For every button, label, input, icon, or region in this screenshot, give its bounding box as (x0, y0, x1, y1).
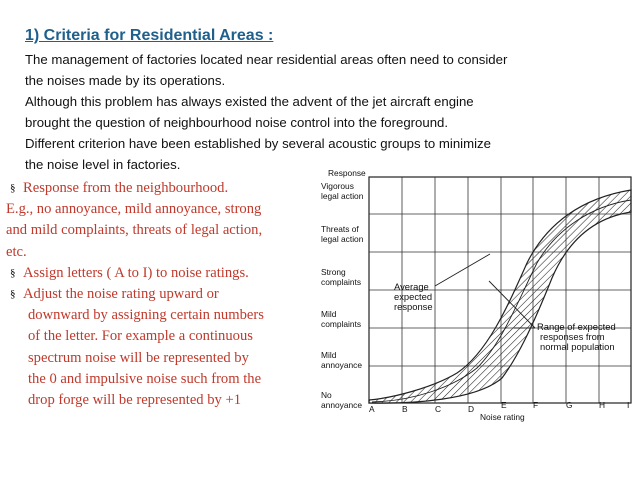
range-label: normal population (540, 341, 615, 352)
x-letter: G (566, 400, 573, 410)
bullet-item (6, 284, 318, 305)
bullet-text: etc. (6, 243, 27, 260)
y-label: Mild (321, 350, 337, 360)
bullet-item (6, 263, 318, 284)
x-letter: C (435, 404, 442, 414)
paragraph-line: The management of factories located near residential areas often need to consider (25, 52, 508, 67)
y-label: No (321, 390, 332, 400)
paragraph-line: Although this problem has always existed the advent of the jet aircraft engine (25, 94, 474, 110)
y-label: Vigorous (321, 181, 354, 191)
x-letter: D (468, 404, 475, 414)
paragraph-line: brought the question of neighbourhood noise control into the foreground. (25, 115, 449, 131)
x-letter: E (501, 400, 507, 410)
y-label: legal action (321, 191, 364, 201)
y-label: Strong (321, 267, 346, 277)
bullet-text: Assign letters ( A to I) to noise ratings. (23, 264, 249, 281)
bullet-text: Adjust the noise rating upward or (23, 286, 219, 303)
bullet-marker: § (10, 182, 16, 194)
bullet-text: the 0 and impulsive noise such from the (28, 370, 262, 387)
bullet-list (6, 178, 318, 411)
bullet-text: Response from the neighbourhood. (23, 180, 229, 196)
bullet-item (6, 178, 318, 199)
x-letter: H (599, 400, 606, 410)
paragraph-line: Different criterion have been established by several acoustic groups to minimize (25, 136, 491, 152)
average-label: Average (394, 281, 429, 292)
y-label: complaints (321, 277, 362, 287)
x-axis-title: Noise rating (480, 412, 525, 422)
bullet-marker: § (10, 266, 16, 279)
average-label: response (394, 301, 433, 312)
range-label: Range of expected (537, 321, 616, 332)
average-label: expected (394, 291, 433, 302)
paragraph-line: the noises made by its operations. (25, 73, 226, 89)
response-axis-title: Response (328, 168, 366, 178)
bullet-text: of the letter. For example a continuous (28, 328, 253, 345)
y-label: complaints (321, 319, 362, 329)
x-letter: A (369, 404, 375, 414)
y-label: Threats of (321, 224, 359, 234)
bullet-marker: § (10, 288, 16, 301)
x-letter: F (533, 400, 539, 410)
y-label: legal action (321, 234, 364, 244)
bullet-text: downward by assigning certain numbers (28, 307, 264, 324)
bullet-text: spectrum noise will be represented by (28, 349, 249, 366)
bullet-text: E.g., no annoyance, mild annoyance, strong (6, 201, 262, 218)
x-letter: B (402, 404, 408, 414)
y-label: annoyance (321, 400, 362, 410)
noise-rating-figure (312, 168, 638, 424)
page-heading: 1) Criteria for Residential Areas : (25, 27, 274, 44)
x-letter: I (627, 400, 630, 410)
paragraph-line: the noise level in factories. (25, 157, 181, 173)
bullet-text: drop forge will be represented by +1 (28, 392, 242, 409)
y-label: Mild (321, 309, 337, 319)
bullet-text: and mild complaints, threats of legal action, (6, 222, 263, 239)
range-label: responses from (540, 331, 605, 342)
y-label: annoyance (321, 360, 362, 370)
average-leader (435, 254, 490, 286)
intro-paragraph (25, 49, 625, 176)
noise-rating-diagram (312, 168, 638, 424)
